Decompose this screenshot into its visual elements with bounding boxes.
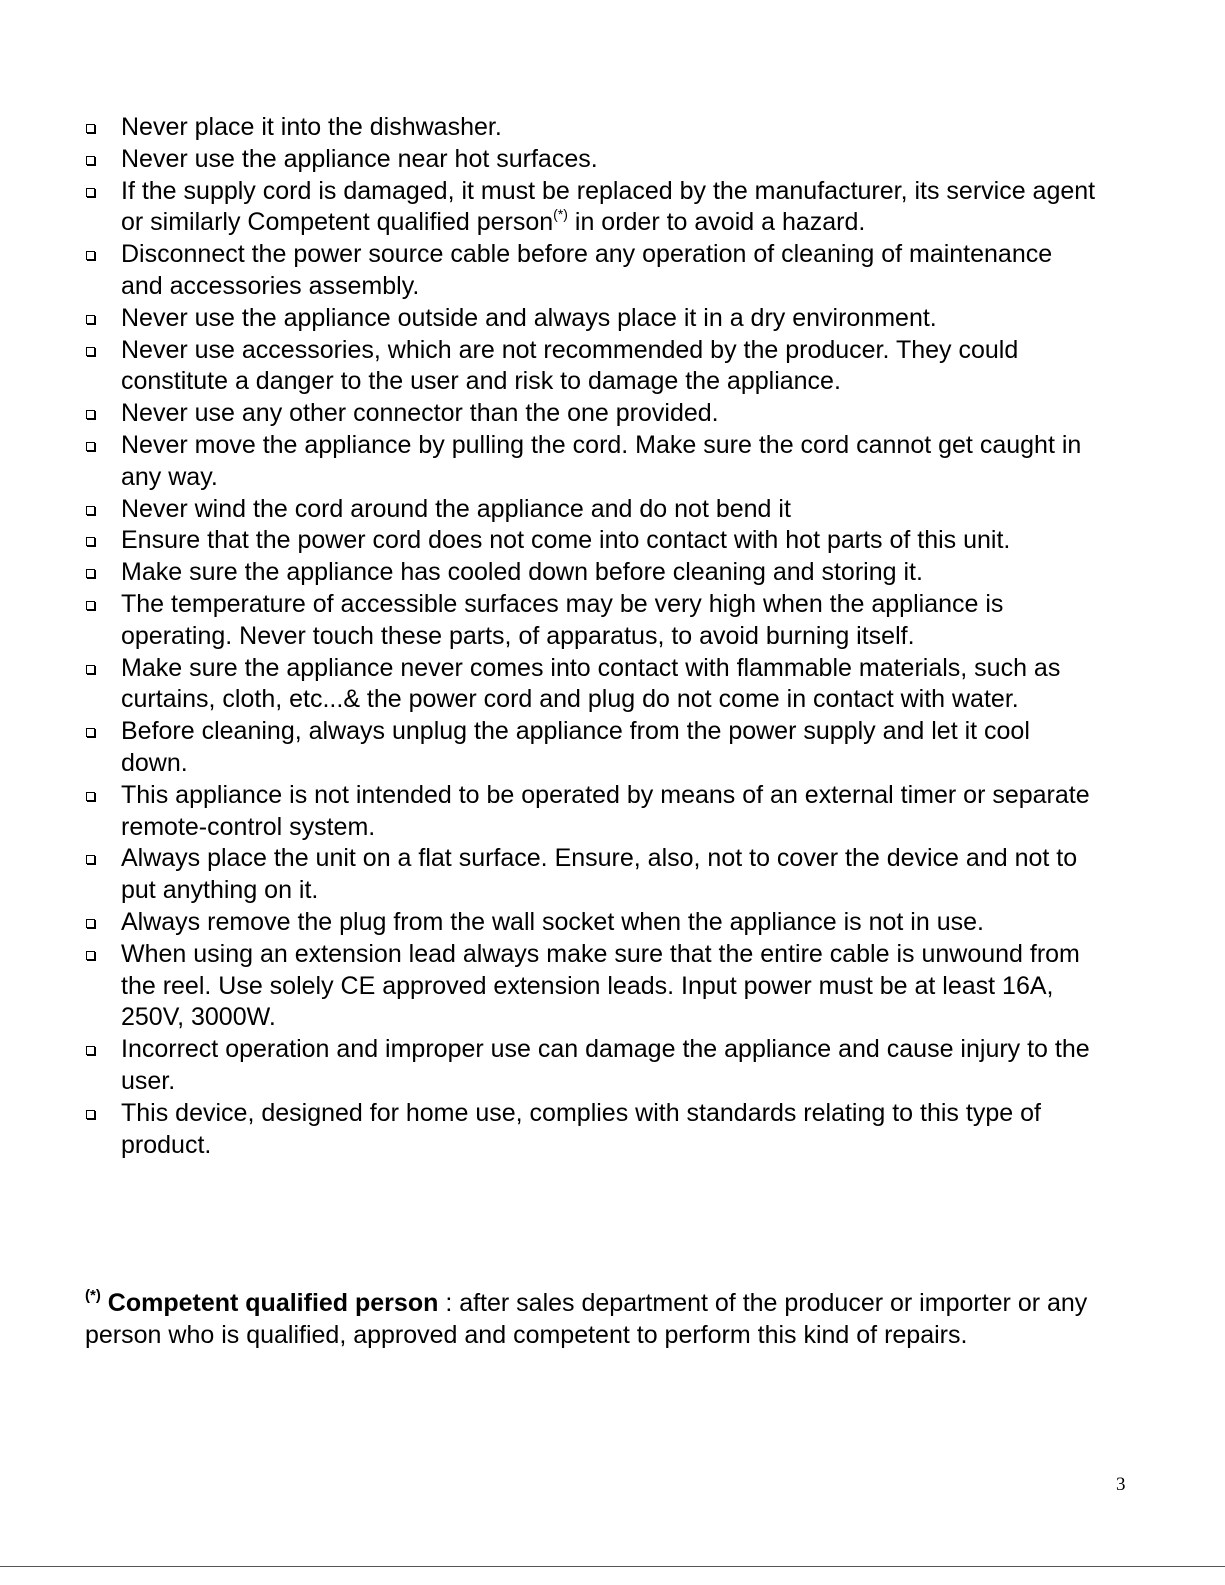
list-item	[86, 653, 1096, 717]
square-bullet-icon	[86, 506, 95, 515]
list-item-text: Never wind the cord around the appliance and do not bend it	[121, 494, 791, 523]
list-item	[86, 557, 1096, 589]
square-bullet-icon	[86, 919, 95, 928]
list-item-text: When using an extension lead always make sure that the entire cable is unwound from the reel. Use solely CE approved extension leads. Input power must be at least 16A, 250V, 3000W.	[121, 939, 1080, 1032]
square-bullet-icon	[86, 1110, 95, 1119]
square-bullet-icon	[86, 315, 95, 324]
footnote	[85, 1288, 1095, 1352]
list-item-text: Never use any other connector than the one provided.	[121, 399, 719, 428]
list-item-text: Never place it into the dishwasher.	[121, 113, 502, 141]
page-bottom-divider	[0, 1566, 1225, 1567]
list-item	[86, 303, 1096, 335]
list-item-text: If the supply cord is damaged, it must be replaced by the manufacturer, its service agent or similarly Competent qualified person	[121, 176, 1096, 237]
square-bullet-icon	[86, 569, 95, 578]
square-bullet-icon	[86, 1046, 95, 1055]
list-item-text-continued: in order to avoid a hazard.	[567, 208, 866, 237]
footnote-reference-mark: (*)	[553, 206, 568, 223]
square-bullet-icon	[86, 124, 95, 133]
square-bullet-icon	[86, 410, 95, 419]
footnote-mark: (*)	[85, 1287, 101, 1304]
list-item	[86, 144, 1096, 176]
square-bullet-icon	[86, 537, 95, 546]
square-bullet-icon	[86, 792, 95, 801]
list-item-text: Never move the appliance by pulling the cord. Make sure the cord cannot get caught in any way.	[121, 430, 1082, 491]
safety-instructions-list	[86, 112, 1096, 1161]
square-bullet-icon	[86, 156, 95, 165]
list-item-text: Never use accessories, which are not recommended by the producer. They could constitute a danger to the user and risk to damage the appliance.	[121, 335, 1019, 396]
square-bullet-icon	[86, 347, 95, 356]
list-item-text: Ensure that the power cord does not come into contact with hot parts of this unit.	[121, 526, 1011, 555]
list-item-text: Never use the appliance outside and always place it in a dry environment.	[121, 303, 937, 332]
list-item	[86, 112, 1096, 144]
square-bullet-icon	[86, 855, 95, 864]
list-item-text: Before cleaning, always unplug the appliance from the power supply and let it cool down.	[121, 717, 1030, 777]
list-item-text: This device, designed for home use, complies with standards relating to this type of product.	[121, 1098, 1041, 1159]
list-item	[86, 939, 1096, 1034]
list-item	[86, 907, 1096, 939]
list-item	[86, 398, 1096, 430]
list-item-text: Always place the unit on a flat surface. Ensure, also, not to cover the device and not to put anything on it.	[121, 844, 1078, 905]
list-item-text: The temperature of accessible surfaces may be very high when the appliance is operating. Never touch these parts, of apparatus, to avoid burning itself.	[121, 589, 1004, 650]
square-bullet-icon	[86, 951, 95, 960]
list-item-text: Always remove the plug from the wall socket when the appliance is not in use.	[121, 907, 984, 936]
list-item-text: This appliance is not intended to be operated by means of an external timer or separate remote-control system.	[121, 780, 1090, 841]
footnote-definition: : after sales department of the producer or importer or any person who is qualified, approved and competent to perform this kind of repairs.	[85, 1289, 1088, 1349]
footnote-term: Competent qualified person	[107, 1289, 439, 1317]
list-item	[86, 780, 1096, 844]
list-item-text: Incorrect operation and improper use can damage the appliance and cause injury to the user.	[121, 1035, 1090, 1095]
list-item	[86, 1098, 1096, 1162]
list-item	[86, 525, 1096, 557]
list-item-text: Make sure the appliance has cooled down before cleaning and storing it.	[121, 558, 923, 587]
square-bullet-icon	[86, 442, 95, 451]
square-bullet-icon	[86, 188, 95, 197]
list-item	[86, 1034, 1096, 1098]
list-item-text: Disconnect the power source cable before any operation of cleaning of maintenance and accessories assembly.	[121, 240, 1053, 300]
list-item	[86, 589, 1096, 653]
square-bullet-icon	[86, 728, 95, 737]
square-bullet-icon	[86, 601, 95, 610]
list-item	[86, 176, 1096, 240]
list-item	[86, 716, 1096, 780]
list-item-text: Make sure the appliance never comes into contact with flammable materials, such as curtains, cloth, etc...& the power cord and plug do not come in contact with water.	[121, 653, 1061, 714]
list-item	[86, 843, 1096, 907]
list-item	[86, 430, 1096, 494]
page-number: 3	[1116, 1474, 1126, 1495]
list-item	[86, 335, 1096, 399]
list-item	[86, 239, 1096, 303]
list-item	[86, 494, 1096, 526]
square-bullet-icon	[86, 251, 95, 260]
square-bullet-icon	[86, 665, 95, 674]
list-item-text: Never use the appliance near hot surfaces.	[121, 144, 598, 173]
